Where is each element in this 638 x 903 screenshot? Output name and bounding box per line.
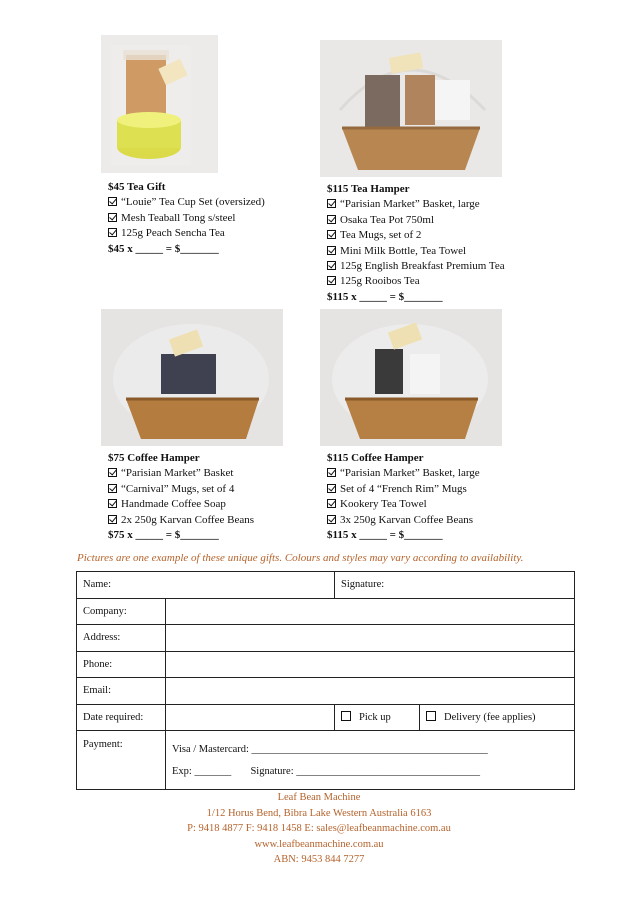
company-contact: P: 9418 4877 F: 9418 1458 E: sales@leafbeanmachine.com.au — [187, 823, 451, 834]
item-label: “Parisian Market” Basket, large — [340, 467, 480, 480]
gift-title: $75 Coffee Hamper — [108, 452, 200, 464]
checked-box-icon — [108, 468, 117, 477]
tea-hamper-photo — [320, 40, 502, 177]
card-number-line[interactable]: Visa / Mastercard: _____________________________________________ — [172, 744, 488, 755]
checked-box-icon — [108, 197, 117, 206]
price-line[interactable]: $115 x _____ = $_______ — [327, 529, 443, 542]
item-label: Handmade Coffee Soap — [121, 498, 226, 511]
company-address: 1/12 Horus Bend, Bibra Lake Western Australia 6163 — [206, 807, 432, 819]
list-item — [327, 213, 505, 228]
item-label: 125g Peach Sencha Tea — [121, 227, 225, 240]
list-item — [108, 226, 265, 241]
payment-label: Payment: — [83, 739, 123, 750]
item-label: Osaka Tea Pot 750ml — [340, 213, 435, 226]
company-website[interactable]: www.leafbeanmachine.com.au — [254, 838, 384, 850]
coffee-hamper-photo — [101, 309, 283, 446]
address-field[interactable] — [166, 625, 575, 652]
expiry-field[interactable]: Exp: _______ — [172, 766, 232, 777]
price-line[interactable]: $115 x _____ = $_______ — [327, 290, 443, 303]
phone-field[interactable] — [166, 651, 575, 678]
date-label-cell — [77, 704, 166, 731]
list-item — [108, 497, 254, 512]
checked-box-icon — [108, 228, 117, 237]
gift-title: $115 Tea Hamper — [327, 183, 410, 195]
list-item — [327, 244, 505, 259]
item-label: Set of 4 “French Rim” Mugs — [340, 482, 467, 495]
item-label: Mini Milk Bottle, Tea Towel — [340, 244, 467, 257]
checked-box-icon — [327, 215, 336, 224]
price-line[interactable]: $45 x _____ = $_______ — [108, 242, 219, 255]
company-name: Leaf Bean Machine — [277, 792, 361, 803]
price-line[interactable]: $75 x _____ = $_______ — [108, 529, 219, 542]
signature-label: Signature: — [341, 579, 385, 591]
checked-box-icon — [327, 199, 336, 208]
list-item — [327, 513, 480, 528]
item-label: 125g English Breakfast Premium Tea — [340, 260, 505, 273]
list-item — [108, 482, 254, 497]
date-field[interactable] — [166, 704, 335, 731]
checked-box-icon — [327, 515, 336, 524]
company-label: Company: — [83, 605, 127, 617]
coffee-hamper-details — [108, 451, 254, 543]
gift-title: $45 Tea Gift — [108, 181, 166, 193]
checked-box-icon — [327, 261, 336, 270]
list-item — [327, 466, 480, 481]
payment-field[interactable] — [166, 731, 575, 790]
company-abn: ABN: 9453 844 7277 — [273, 854, 365, 865]
date-label: Date required: — [83, 711, 144, 723]
checked-box-icon — [108, 484, 117, 493]
item-label: “Louie” Tea Cup Set (oversized) — [121, 196, 265, 209]
company-field[interactable] — [166, 598, 575, 625]
list-item — [327, 497, 480, 512]
payment-signature-field[interactable]: Signature: ___________________________________ — [250, 766, 481, 777]
tea-hamper-details — [327, 182, 505, 305]
expiry-signature-line — [172, 761, 568, 783]
phone-label: Phone: — [83, 658, 113, 670]
pickup-label: Pick up — [359, 712, 391, 724]
pickup-option[interactable] — [335, 704, 420, 731]
tea-gift-details — [108, 180, 265, 257]
delivery-label: Delivery (fee applies) — [444, 712, 536, 724]
coffee-hamper-large-photo — [320, 309, 502, 446]
email-label-cell — [77, 678, 166, 705]
list-item — [327, 197, 505, 212]
checked-box-icon — [327, 499, 336, 508]
payment-label-cell — [77, 731, 166, 790]
phone-label-cell — [77, 651, 166, 678]
gift-title: $115 Coffee Hamper — [327, 452, 424, 464]
signature-field[interactable] — [335, 572, 575, 599]
coffee-hamper-large-details — [327, 451, 480, 543]
item-label: 2x 250g Karvan Coffee Beans — [121, 513, 254, 526]
name-label: Name: — [83, 579, 111, 591]
checked-box-icon — [108, 515, 117, 524]
checked-box-icon — [327, 246, 336, 255]
address-label: Address: — [83, 632, 121, 644]
tea-gift-photo — [101, 35, 218, 173]
list-item — [327, 228, 505, 243]
checked-box-icon — [327, 230, 336, 239]
list-item — [108, 211, 265, 226]
address-label-cell — [77, 625, 166, 652]
email-field[interactable] — [166, 678, 575, 705]
name-field[interactable] — [77, 572, 335, 599]
checked-box-icon — [327, 468, 336, 477]
availability-note: Pictures are one example of these unique gifts. Colours and styles may vary according to availability. — [77, 552, 524, 564]
checked-box-icon — [108, 213, 117, 222]
list-item — [327, 482, 480, 497]
item-label: 3x 250g Karvan Coffee Beans — [340, 513, 473, 526]
list-item — [108, 466, 254, 481]
empty-square-icon — [426, 711, 436, 721]
checked-box-icon — [327, 276, 336, 285]
checked-box-icon — [108, 499, 117, 508]
email-label: Email: — [83, 685, 111, 697]
item-label: “Carnival” Mugs, set of 4 — [121, 482, 235, 495]
company-footer — [0, 790, 638, 868]
list-item — [327, 259, 505, 274]
item-label: Mesh Teaball Tong s/steel — [121, 211, 236, 224]
empty-square-icon — [341, 711, 351, 721]
list-item — [108, 513, 254, 528]
item-label: Tea Mugs, set of 2 — [340, 229, 422, 242]
item-label: Kookery Tea Towel — [340, 498, 427, 511]
item-label: 125g Rooibos Tea — [340, 275, 420, 288]
order-form — [76, 571, 575, 790]
company-label-cell — [77, 598, 166, 625]
delivery-option[interactable] — [420, 704, 575, 731]
list-item — [108, 195, 265, 210]
item-label: “Parisian Market” Basket — [121, 467, 234, 480]
item-label: “Parisian Market” Basket, large — [340, 198, 480, 211]
checked-box-icon — [327, 484, 336, 493]
list-item — [327, 274, 505, 289]
